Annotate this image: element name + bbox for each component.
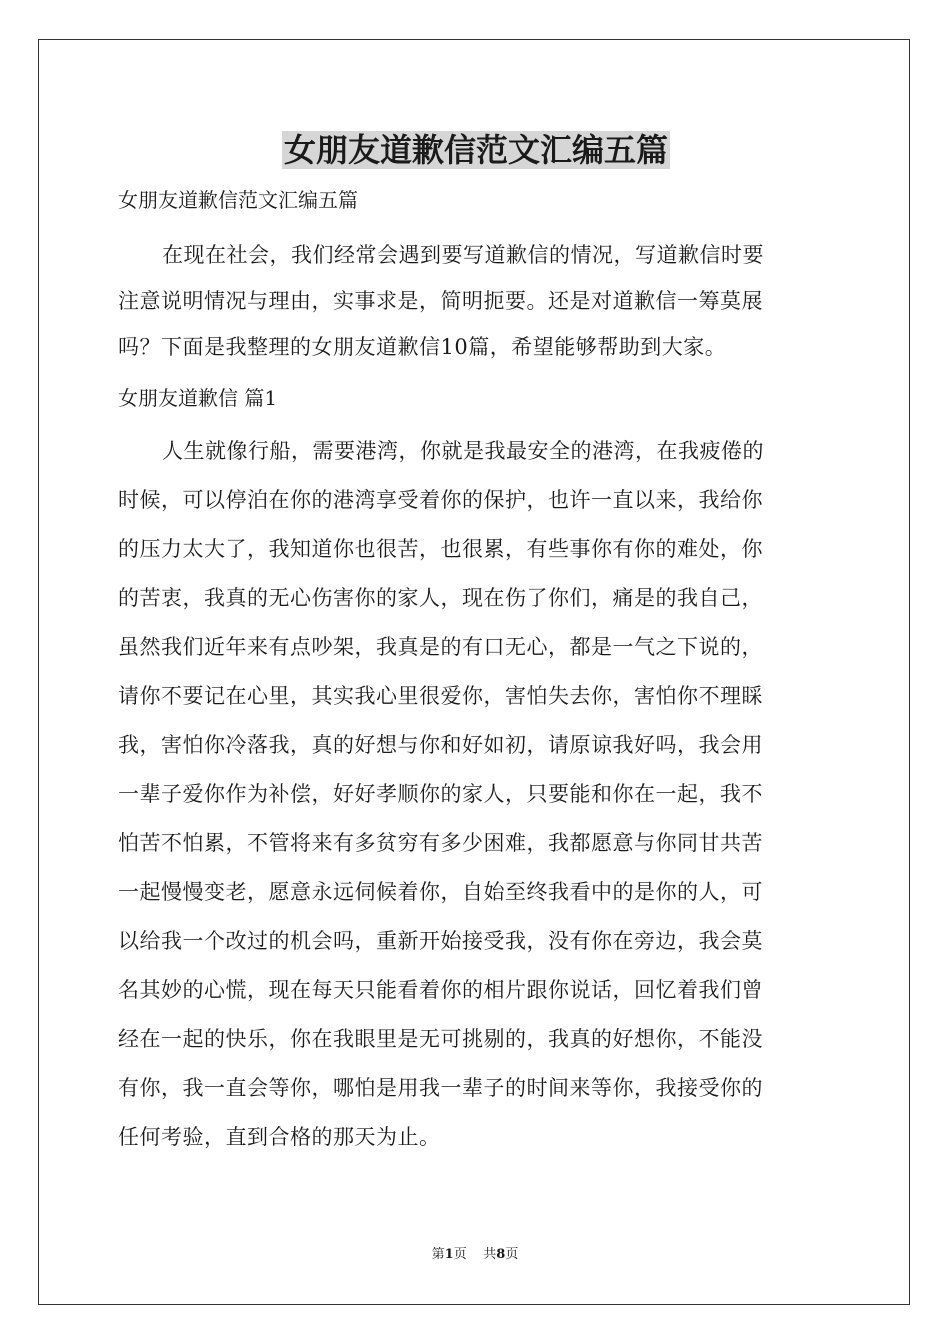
body-line: 的苦衷，我真的无心伤害你的家人，现在伤了你们，痛是的我自己， bbox=[118, 586, 763, 610]
intro-paragraph bbox=[118, 232, 834, 370]
page-suffix: 页 bbox=[453, 1247, 467, 1262]
body-line: 有你，我一直会等你，哪怕是用我一辈子的时间来等你，我接受你的 bbox=[118, 1076, 763, 1100]
page-prefix: 第 bbox=[431, 1247, 445, 1262]
body-line: 任何考验，直到合格的那天为止。 bbox=[118, 1125, 441, 1149]
document-subtitle: 女朋友道歉信范文汇编五篇 bbox=[118, 188, 358, 212]
body-line: 我，害怕你冷落我，真的好想与你和好如初，请原谅我好吗，我会用 bbox=[118, 733, 763, 757]
intro-line: 注意说明情况与理由，实事求是，简明扼要。还是对道歉信一筹莫展 bbox=[118, 289, 763, 313]
body-paragraph bbox=[118, 427, 834, 1162]
body-line: 时候，可以停泊在你的港湾享受着你的保护，也许一直以来，我给你 bbox=[118, 488, 763, 512]
section-heading: 女朋友道歉信 篇1 bbox=[118, 386, 278, 410]
document-title: 女朋友道歉信范文汇编五篇 bbox=[283, 131, 668, 169]
page-footer bbox=[0, 1246, 950, 1264]
body-line: 的压力太大了，我知道你也很苦，也很累，有些事你有你的难处，你 bbox=[118, 537, 763, 561]
page-number: 1 bbox=[444, 1247, 454, 1262]
body-line: 一起慢慢变老，愿意永远伺候着你，自始至终我看中的是你的人，可 bbox=[118, 880, 763, 904]
total-prefix: 共 bbox=[483, 1247, 497, 1262]
total-pages: 8 bbox=[496, 1247, 506, 1262]
body-line: 一辈子爱你作为补偿，好好孝顺你的家人，只要能和你在一起，我不 bbox=[118, 782, 763, 806]
body-line: 以给我一个改过的机会吗，重新开始接受我，没有你在旁边，我会莫 bbox=[118, 929, 763, 953]
body-line: 虽然我们近年来有点吵架，我真是的有口无心，都是一气之下说的， bbox=[118, 635, 763, 659]
total-suffix: 页 bbox=[505, 1247, 519, 1262]
body-line: 人生就像行船，需要港湾，你就是我最安全的港湾，在我疲倦的 bbox=[162, 439, 764, 463]
body-line: 经在一起的快乐，你在我眼里是无可挑剔的，我真的好想你，不能没 bbox=[118, 1027, 763, 1051]
body-line: 请你不要记在心里，其实我心里很爱你，害怕失去你，害怕你不理睬 bbox=[118, 684, 763, 708]
body-line: 怕苦不怕累，不管将来有多贫穷有多少困难，我都愿意与你同甘共苦 bbox=[118, 831, 763, 855]
intro-line: 在现在社会，我们经常会遇到要写道歉信的情况，写道歉信时要 bbox=[162, 243, 764, 267]
body-line: 名其妙的心慌，现在每天只能看着你的相片跟你说话，回忆着我们曾 bbox=[118, 978, 763, 1002]
intro-line: 吗？下面是我整理的女朋友道歉信10篇，希望能够帮助到大家。 bbox=[118, 335, 727, 359]
